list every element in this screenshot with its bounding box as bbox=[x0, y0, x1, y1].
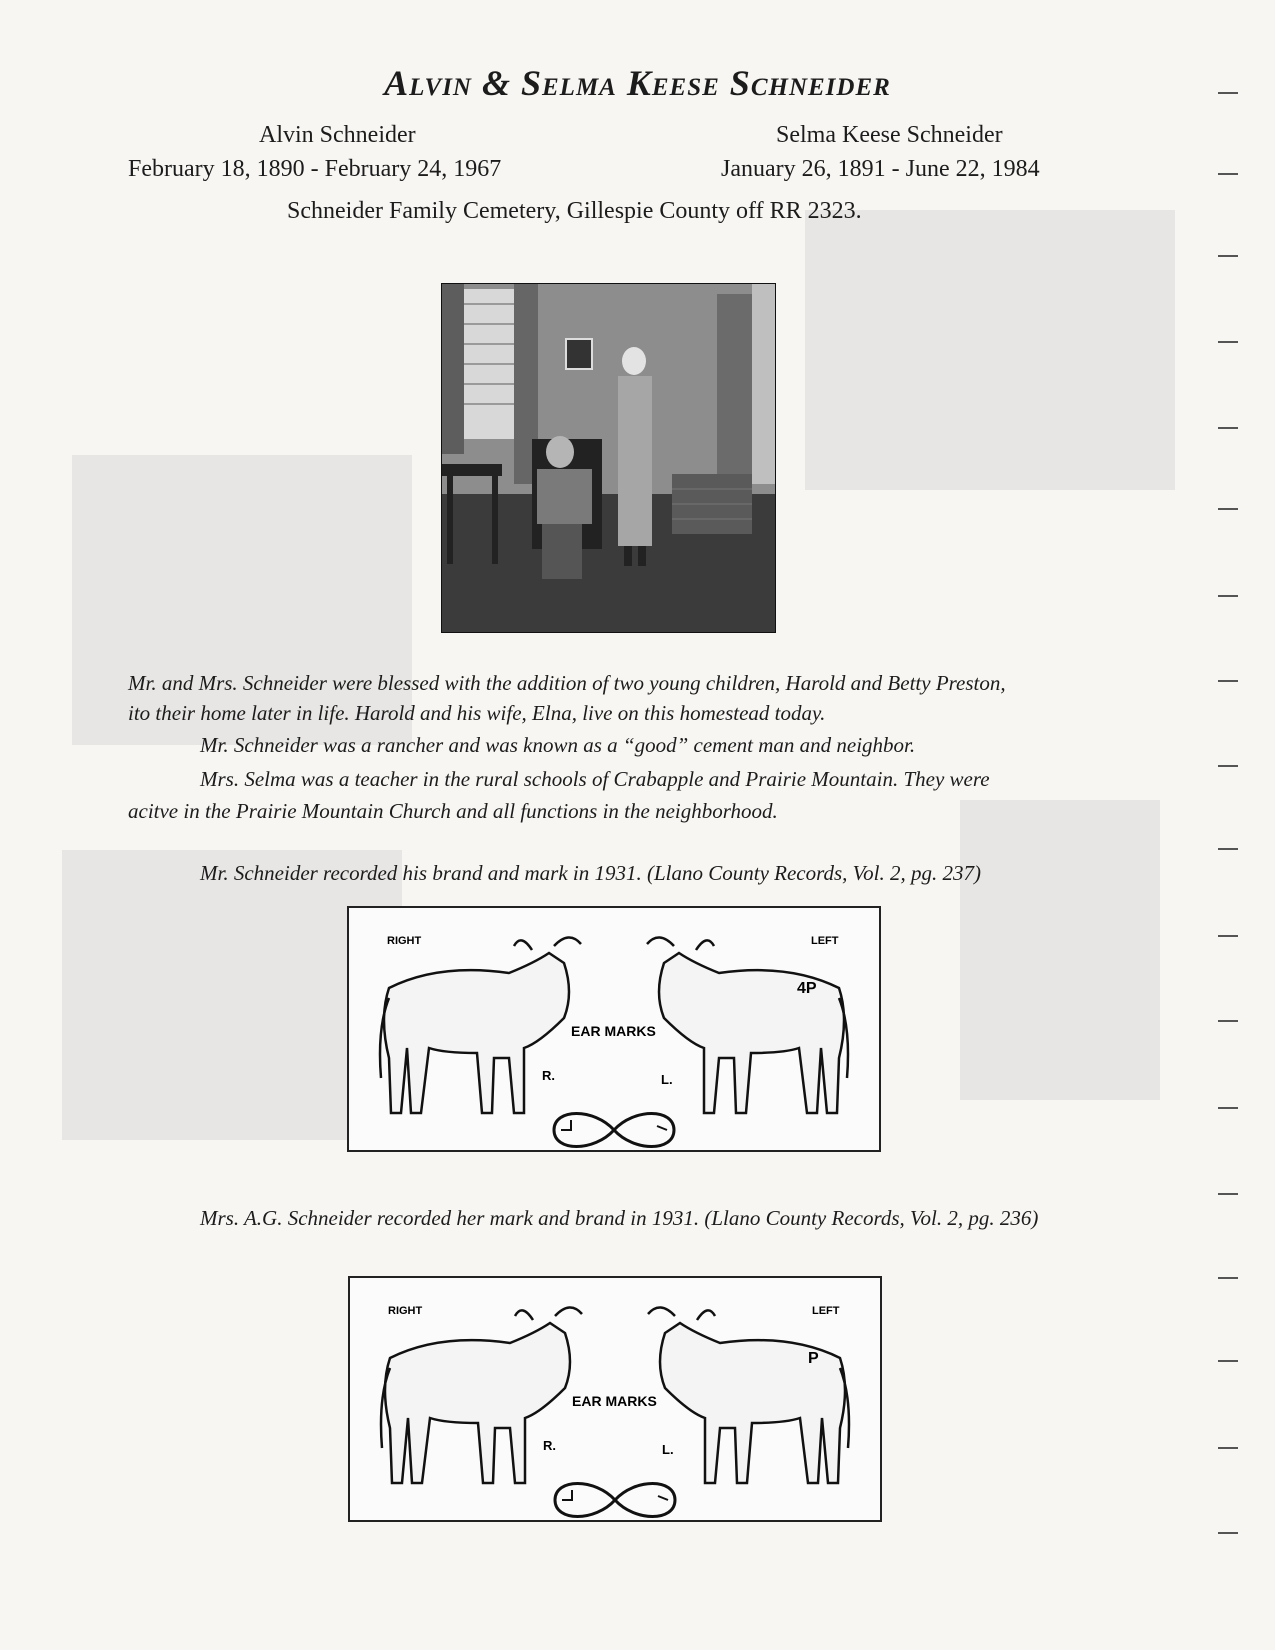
brand-record-2 bbox=[348, 1276, 882, 1522]
brand-1-ear-marks-label: EAR MARKS bbox=[571, 1023, 656, 1039]
brand-2-right-label: RIGHT bbox=[388, 1305, 423, 1317]
ear-mark-infinity bbox=[554, 1114, 674, 1147]
selma-name: Selma Keese Schneider bbox=[776, 122, 1003, 148]
caption-line-5: acitve in the Prairie Mountain Church and all functions in the neighborhood. bbox=[128, 799, 778, 823]
caption-line-4: Mrs. Selma was a teacher in the rural schools of Crabapple and Prairie Mountain. They were bbox=[200, 767, 990, 791]
cow-right-figure bbox=[380, 937, 581, 1113]
brand-2-ear-marks-label: EAR MARKS bbox=[572, 1393, 657, 1409]
cow-right-figure bbox=[381, 1307, 582, 1483]
ear-mark-infinity bbox=[555, 1484, 675, 1517]
brand-1-brand-letters: 4P bbox=[797, 980, 817, 997]
brand-1-l-label: L. bbox=[661, 1072, 673, 1087]
brand-2-r-label: R. bbox=[543, 1438, 556, 1453]
alvin-name: Alvin Schneider bbox=[259, 122, 416, 148]
caption-line-1: Mr. and Mrs. Schneider were blessed with the addition of two young children, Harold and Betty Preston, bbox=[128, 671, 1006, 695]
brand-1-r-label: R. bbox=[542, 1068, 555, 1083]
caption-line-2: ito their home later in life. Harold and his wife, Elna, live on this homestead today. bbox=[128, 701, 826, 725]
brand-record-1 bbox=[347, 906, 881, 1152]
brand-1-left-label: LEFT bbox=[811, 935, 839, 947]
brand-caption-1: Mr. Schneider recorded his brand and mark in 1931. (Llano County Records, Vol. 2, pg. 237) bbox=[200, 861, 982, 885]
brand-caption-2: Mrs. A.G. Schneider recorded her mark and brand in 1931. (Llano County Records, Vol. 2, pg. 236) bbox=[200, 1206, 1039, 1230]
schneider-photo bbox=[441, 283, 776, 633]
brand-2-left-label: LEFT bbox=[812, 1305, 840, 1317]
bleed-through-lower-right-block bbox=[960, 800, 1160, 1100]
page-title: Alvin & Selma Keese Schneider bbox=[384, 63, 891, 103]
cow-left-figure bbox=[648, 1307, 849, 1483]
brand-1-right-label: RIGHT bbox=[387, 935, 422, 947]
caption-line-3: Mr. Schneider was a rancher and was known as a “good” cement man and neighbor. bbox=[200, 733, 916, 757]
selma-dates: January 26, 1891 - June 22, 1984 bbox=[721, 156, 1040, 182]
brand-2-brand-letters: P bbox=[808, 1350, 819, 1367]
alvin-dates: February 18, 1890 - February 24, 1967 bbox=[128, 156, 502, 182]
cemetery-line: Schneider Family Cemetery, Gillespie County off RR 2323. bbox=[287, 198, 862, 224]
bleed-through-right-block bbox=[805, 210, 1175, 490]
cow-left-figure bbox=[647, 937, 848, 1113]
brand-2-l-label: L. bbox=[662, 1442, 674, 1457]
